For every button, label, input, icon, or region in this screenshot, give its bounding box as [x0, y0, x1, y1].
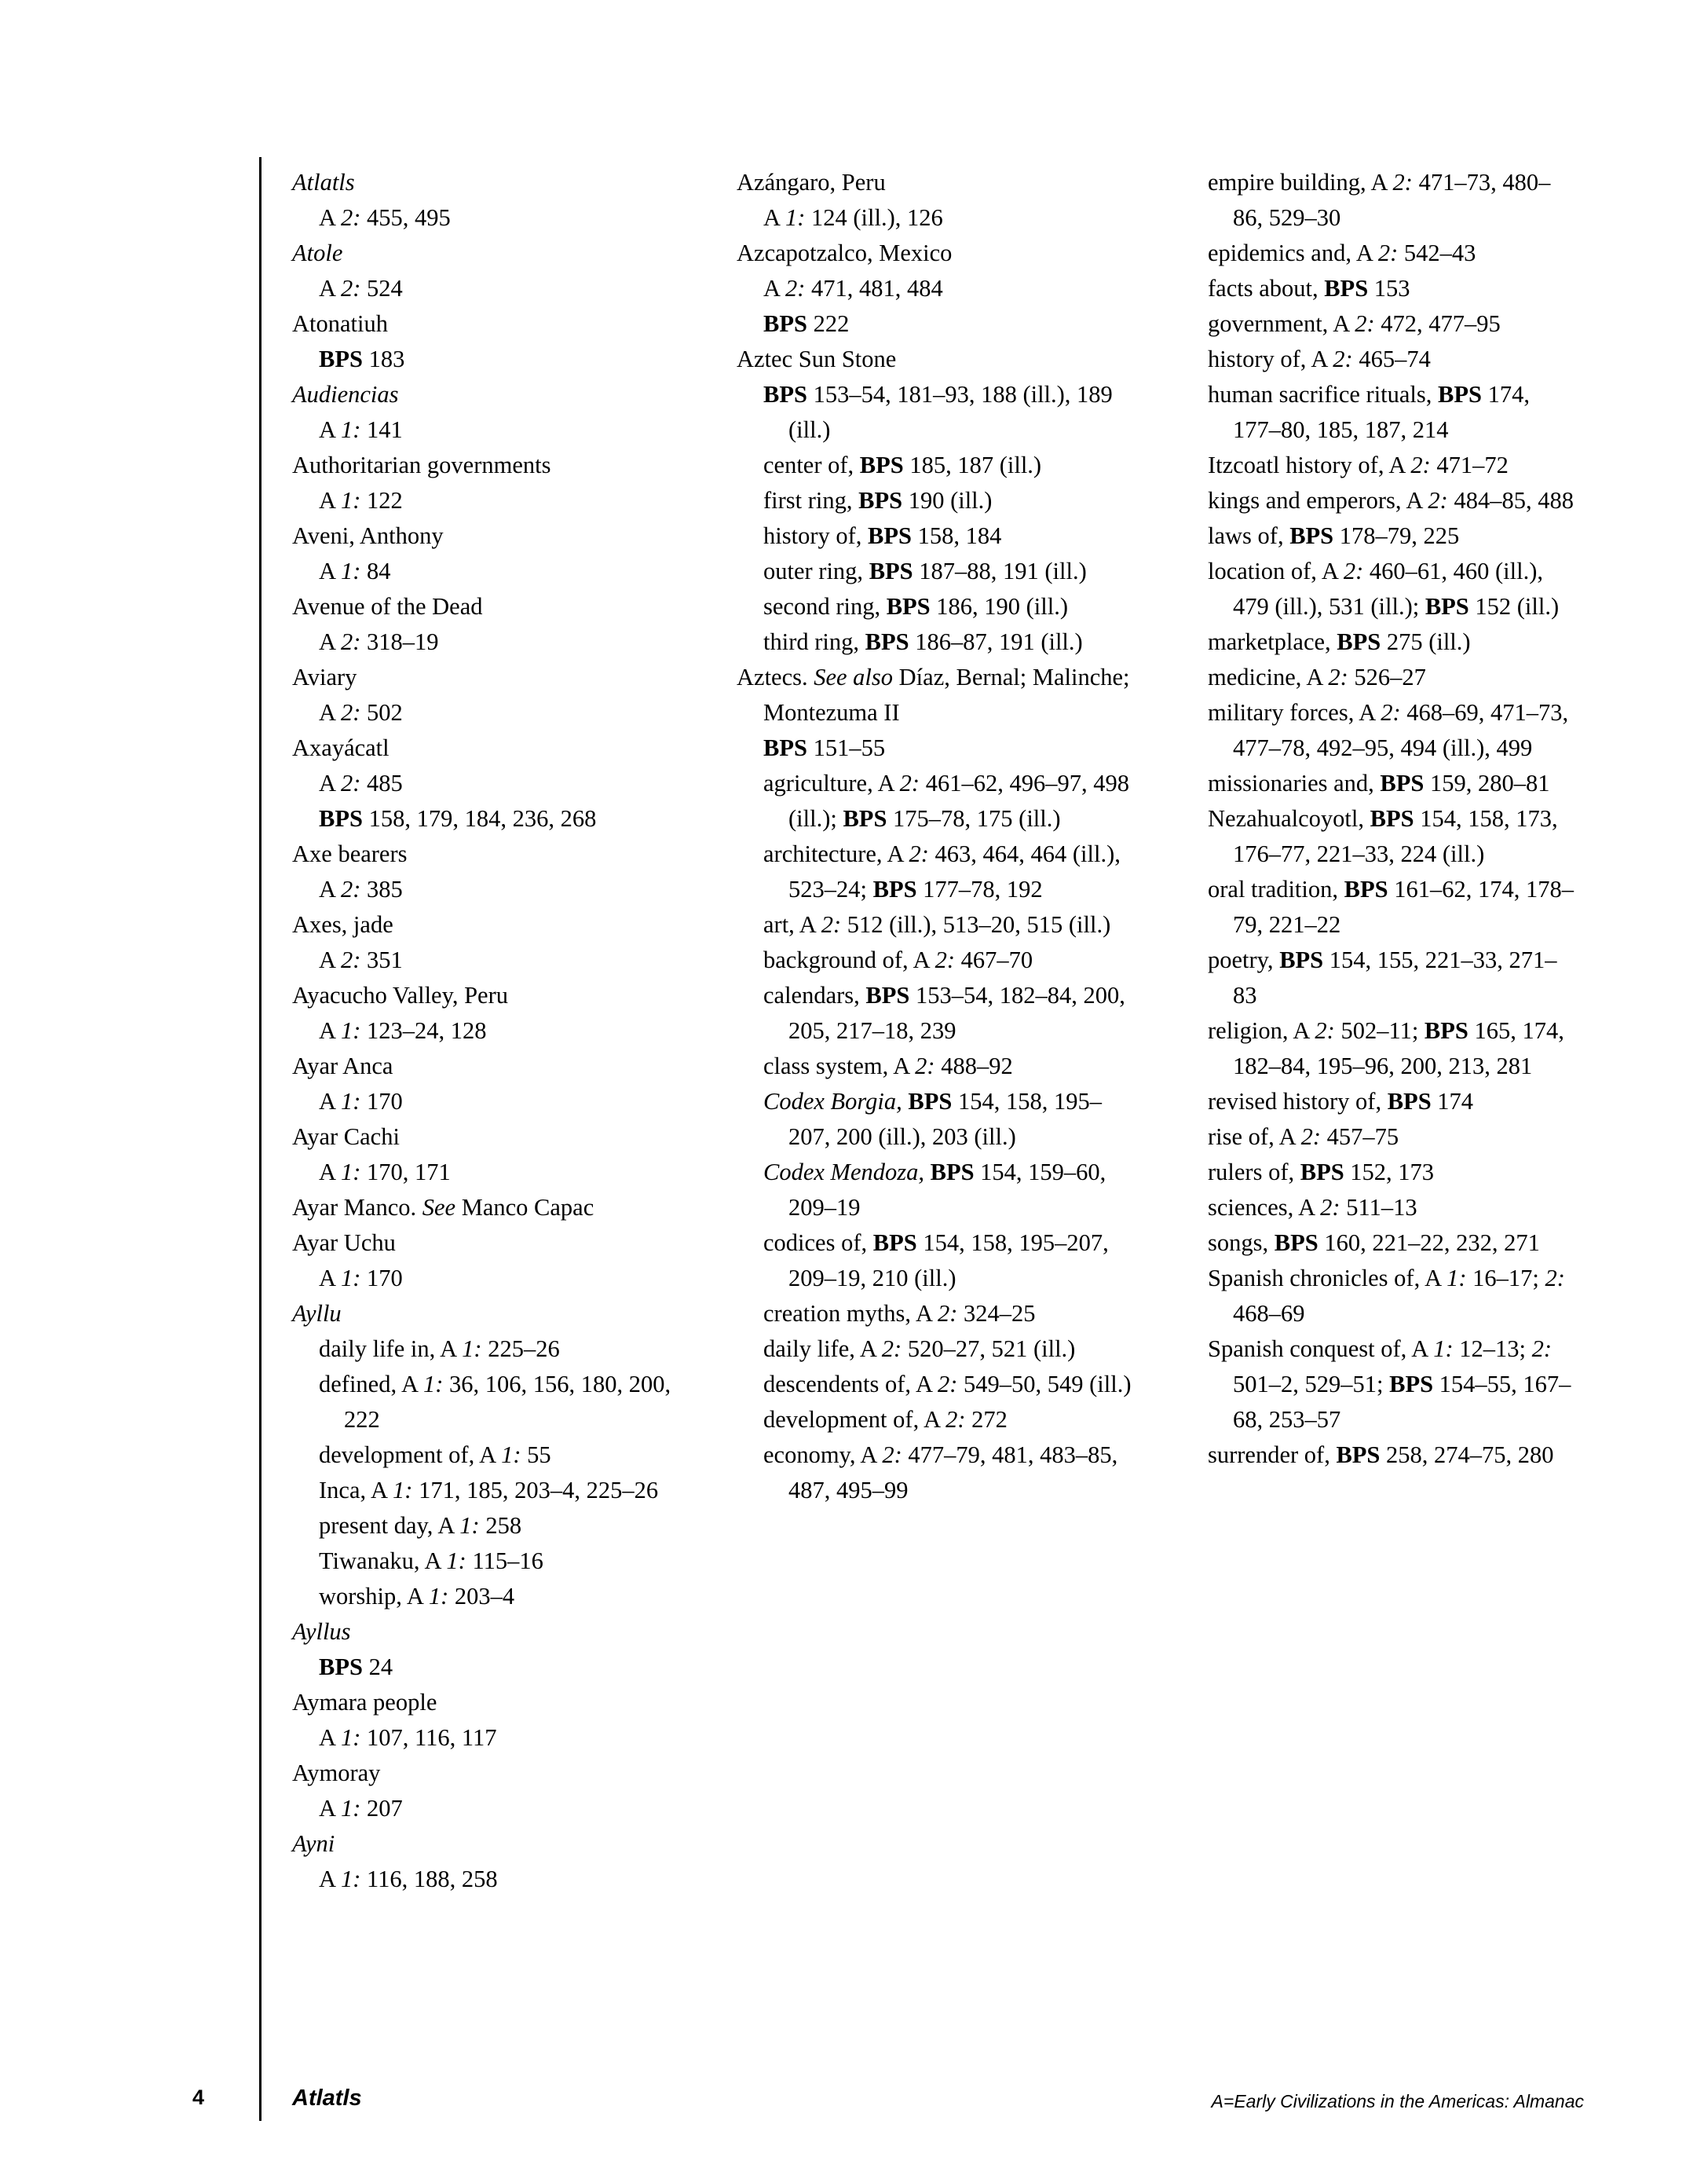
index-entry-reference: A 1: 170, 171 — [319, 1159, 451, 1185]
index-entry-reference: A 2: 318–19 — [319, 628, 439, 655]
index-entry-heading: Ayar Anca — [292, 1053, 393, 1079]
index-entry-reference: center of, BPS 185, 187 (ill.) — [763, 452, 1042, 478]
index-entry-reference: kings and emperors, A 2: 484–85, 488 — [1208, 487, 1574, 514]
index-entry-heading: Axayácatl — [292, 734, 390, 761]
index-entry-reference: surrender of, BPS 258, 274–75, 280 — [1208, 1441, 1554, 1468]
index-entry-reference: government, A 2: 472, 477–95 — [1208, 310, 1501, 337]
footer-divider-rule — [259, 2066, 262, 2121]
index-entry-reference: defined, A 1: 36, 106, 156, 180, 200, 222 — [319, 1371, 671, 1433]
index-entry-reference: A 1: 116, 188, 258 — [319, 1866, 498, 1892]
index-entry-reference: A 2: 455, 495 — [319, 204, 451, 231]
index-entry-heading: Ayar Cachi — [292, 1123, 400, 1150]
running-head: Atlatls — [292, 2086, 362, 2111]
index-entry-reference: development of, A 2: 272 — [763, 1406, 1008, 1433]
index-entry-reference: worship, A 1: 203–4 — [319, 1583, 515, 1610]
index-entry-heading: Ayllu — [292, 1300, 342, 1327]
index-entry-reference: epidemics and, A 2: 542–43 — [1208, 240, 1476, 266]
index-entry-reference: third ring, BPS 186–87, 191 (ill.) — [763, 628, 1083, 655]
index-entry-reference: architecture, A 2: 463, 464, 464 (ill.), 523–24; BPS 177–78, 192 — [763, 840, 1121, 903]
index-entry-heading: Ayllus — [292, 1618, 351, 1645]
index-entry-reference: facts about, BPS 153 — [1208, 275, 1410, 302]
index-entry-reference: Spanish conquest of, A 1: 12–13; 2: 501–2, 529–51; BPS 154–55, 167–68, 253–57 — [1208, 1335, 1571, 1433]
index-entry-reference: poetry, BPS 154, 155, 221–33, 271–83 — [1208, 947, 1557, 1009]
index-entry-reference: laws of, BPS 178–79, 225 — [1208, 522, 1460, 549]
index-entry-heading: Atole — [292, 240, 343, 266]
index-entry-reference: location of, A 2: 460–61, 460 (ill.), 479 (ill.), 531 (ill.); BPS 152 (ill.) — [1208, 558, 1560, 620]
index-column-2 — [737, 165, 1136, 1897]
index-entry-reference: economy, A 2: 477–79, 481, 483–85, 487, 495–99 — [763, 1441, 1118, 1503]
index-entry-reference: Itzcoatl history of, A 2: 471–72 — [1208, 452, 1509, 478]
index-entry-reference: A 2: 502 — [319, 699, 403, 726]
index-entry-reference: outer ring, BPS 187–88, 191 (ill.) — [763, 558, 1087, 584]
index-entry-reference: sciences, A 2: 511–13 — [1208, 1194, 1417, 1221]
index-entry-heading: Atlatls — [292, 169, 355, 196]
index-entry-heading: Aztecs. See also Díaz, Bernal; Malinche; Montezuma II — [737, 664, 1130, 726]
index-entry-heading: Ayar Manco. See Manco Capac — [292, 1194, 594, 1221]
index-entry-reference: A 2: 524 — [319, 275, 403, 302]
index-entry-heading: Aymara people — [292, 1689, 437, 1716]
index-entry-heading: Authoritarian governments — [292, 452, 551, 478]
index-entry-heading: Axe bearers — [292, 840, 408, 867]
index-entry-reference: missionaries and, BPS 159, 280–81 — [1208, 770, 1550, 797]
index-entry-reference: Nezahualcoyotl, BPS 154, 158, 173, 176–77, 221–33, 224 (ill.) — [1208, 805, 1558, 867]
index-entry-reference: oral tradition, BPS 161–62, 174, 178–79, 221–22 — [1208, 876, 1574, 938]
index-entry-reference: A 1: 141 — [319, 416, 403, 443]
index-entry-reference: A 1: 107, 116, 117 — [319, 1724, 497, 1751]
index-entry-reference: A 1: 84 — [319, 558, 391, 584]
index-entry-reference: descendents of, A 2: 549–50, 549 (ill.) — [763, 1371, 1132, 1397]
index-entry-reference: rise of, A 2: 457–75 — [1208, 1123, 1399, 1150]
index-entry-reference: military forces, A 2: 468–69, 471–73, 477–78, 492–95, 494 (ill.), 499 — [1208, 699, 1569, 761]
index-entry-heading: Avenue of the Dead — [292, 593, 483, 620]
index-entry-reference: second ring, BPS 186, 190 (ill.) — [763, 593, 1069, 620]
index-entry-reference: BPS 222 — [763, 310, 850, 337]
index-entry-reference: history of, A 2: 465–74 — [1208, 346, 1431, 372]
index-entry-heading: Atonatiuh — [292, 310, 388, 337]
index-entry-heading: Aviary — [292, 664, 357, 690]
index-entry-heading: Axes, jade — [292, 911, 393, 938]
index-entry-reference: medicine, A 2: 526–27 — [1208, 664, 1426, 690]
index-entry-heading: Ayni — [292, 1830, 335, 1857]
index-entry-reference: BPS 158, 179, 184, 236, 268 — [319, 805, 597, 832]
index-entry-reference: A 1: 123–24, 128 — [319, 1017, 487, 1044]
index-entry-reference: human sacrifice rituals, BPS 174, 177–80, 185, 187, 214 — [1208, 381, 1530, 443]
index-entry-reference: agriculture, A 2: 461–62, 496–97, 498 (ill.); BPS 175–78, 175 (ill.) — [763, 770, 1129, 832]
index-entry-reference: daily life, A 2: 520–27, 521 (ill.) — [763, 1335, 1076, 1362]
index-entry-reference: revised history of, BPS 174 — [1208, 1088, 1474, 1115]
index-entry-heading: Ayacucho Valley, Peru — [292, 982, 509, 1009]
index-entry-reference: A 1: 122 — [319, 487, 403, 514]
index-entry-reference: songs, BPS 160, 221–22, 232, 271 — [1208, 1229, 1540, 1256]
index-entry-reference: A 2: 471, 481, 484 — [763, 275, 943, 302]
column-divider-rule — [259, 157, 262, 2066]
index-column-3 — [1181, 165, 1580, 1897]
index-entry-reference: A 1: 124 (ill.), 126 — [763, 204, 943, 231]
index-entry-reference: A 2: 351 — [319, 947, 403, 973]
index-entry-heading: Azcapotzalco, Mexico — [737, 240, 953, 266]
index-entry-reference: A 1: 207 — [319, 1795, 403, 1822]
index-entry-reference: Tiwanaku, A 1: 115–16 — [319, 1547, 543, 1574]
index-entry-reference: BPS 151–55 — [763, 734, 886, 761]
index-entry-heading: Aymoray — [292, 1760, 381, 1786]
index-entry-reference: A 1: 170 — [319, 1088, 403, 1115]
index-entry-reference: empire building, A 2: 471–73, 480–86, 529–30 — [1208, 169, 1551, 231]
index-entry-heading: Aztec Sun Stone — [737, 346, 897, 372]
index-entry-heading: Aveni, Anthony — [292, 522, 444, 549]
index-entry-reference: Inca, A 1: 171, 185, 203–4, 225–26 — [319, 1477, 659, 1503]
index-entry-reference: daily life in, A 1: 225–26 — [319, 1335, 560, 1362]
index-column-1 — [292, 165, 691, 1897]
index-entry-heading: Audiencias — [292, 381, 399, 408]
index-entry-reference: BPS 24 — [319, 1653, 393, 1680]
index-entry-reference: A 1: 170 — [319, 1265, 403, 1291]
index-entry-reference: Spanish chronicles of, A 1: 16–17; 2: 468–69 — [1208, 1265, 1565, 1327]
index-entry-reference: Codex Mendoza, BPS 154, 159–60, 209–19 — [763, 1159, 1106, 1221]
index-entry-reference: religion, A 2: 502–11; BPS 165, 174, 182–84, 195–96, 200, 213, 281 — [1208, 1017, 1564, 1079]
index-entry-reference: first ring, BPS 190 (ill.) — [763, 487, 993, 514]
page-number: 4 — [192, 2086, 205, 2109]
index-entry-reference: calendars, BPS 153–54, 182–84, 200, 205, 217–18, 239 — [763, 982, 1125, 1044]
index-entry-reference: rulers of, BPS 152, 173 — [1208, 1159, 1435, 1185]
index-entry-reference: A 2: 485 — [319, 770, 403, 797]
index-entry-reference: Codex Borgia, BPS 154, 158, 195–207, 200 (ill.), 203 (ill.) — [763, 1088, 1102, 1150]
index-entry-reference: BPS 183 — [319, 346, 405, 372]
index-entry-heading: Azángaro, Peru — [737, 169, 886, 196]
index-entry-reference: codices of, BPS 154, 158, 195–207, 209–19, 210 (ill.) — [763, 1229, 1109, 1291]
index-entry-reference: creation myths, A 2: 324–25 — [763, 1300, 1036, 1327]
index-columns — [292, 165, 1580, 1897]
index-entry-reference: art, A 2: 512 (ill.), 513–20, 515 (ill.) — [763, 911, 1111, 938]
index-entry-reference: present day, A 1: 258 — [319, 1512, 522, 1539]
index-entry-reference: background of, A 2: 467–70 — [763, 947, 1033, 973]
source-note: A=Early Civilizations in the Americas: Almanac — [1211, 2091, 1584, 2111]
index-entry-reference: development of, A 1: 55 — [319, 1441, 551, 1468]
index-entry-reference: class system, A 2: 488–92 — [763, 1053, 1013, 1079]
index-entry-reference: BPS 153–54, 181–93, 188 (ill.), 189 (ill.) — [763, 381, 1113, 443]
index-entry-heading: Ayar Uchu — [292, 1229, 396, 1256]
index-entry-reference: marketplace, BPS 275 (ill.) — [1208, 628, 1471, 655]
index-entry-reference: A 2: 385 — [319, 876, 403, 903]
index-entry-reference: history of, BPS 158, 184 — [763, 522, 1002, 549]
